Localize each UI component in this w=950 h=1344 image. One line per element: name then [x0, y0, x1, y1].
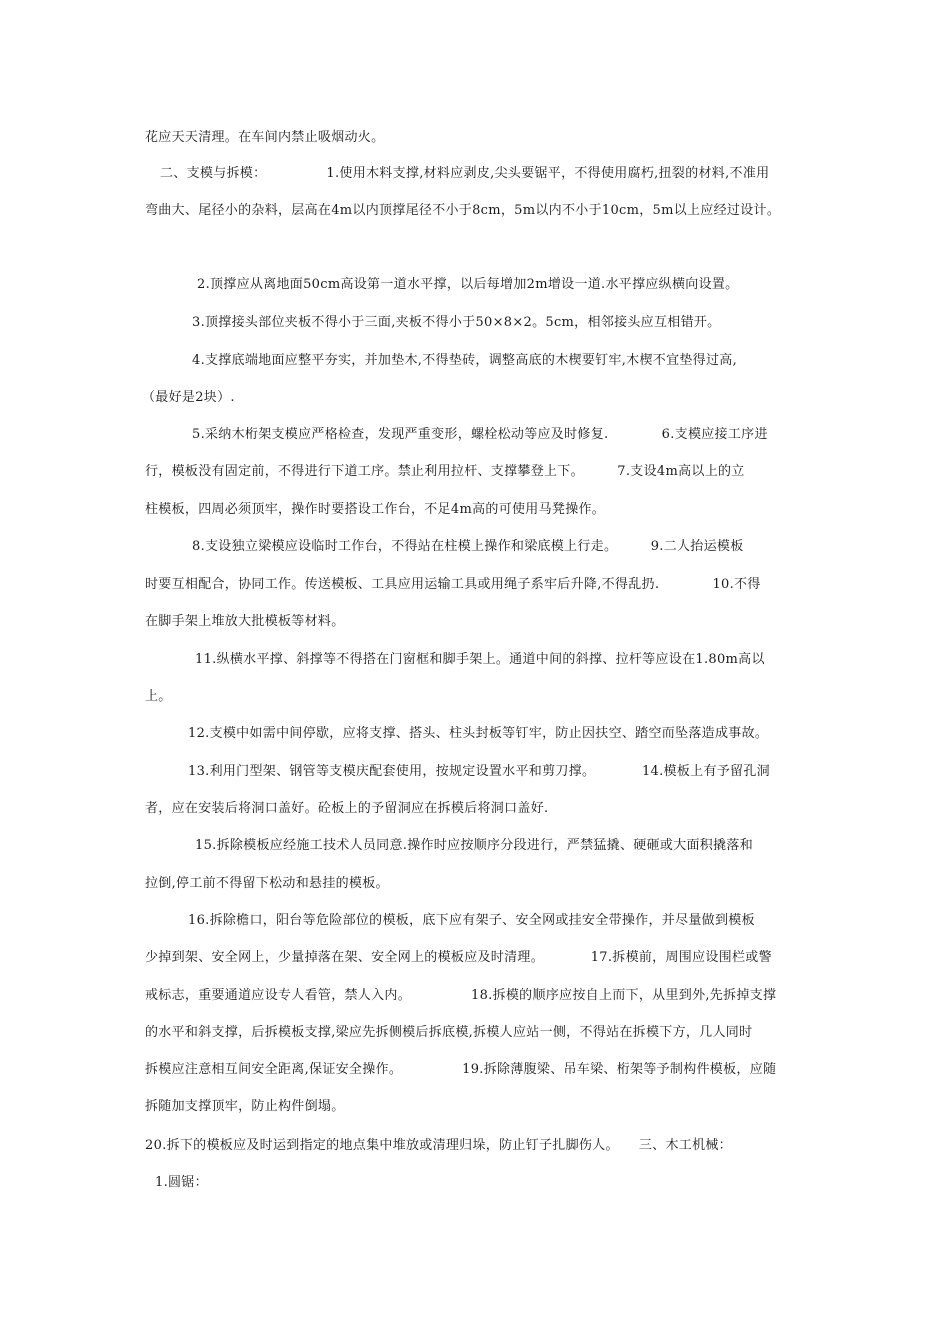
text-line	[145, 201, 780, 221]
line-text: 者，应在安装后将洞口盖好。砼板上的予留洞应在拆模后将洞口盖好.	[145, 801, 549, 816]
section-heading-line	[160, 164, 769, 184]
text-line	[145, 1023, 752, 1043]
line-text: 拆模应注意相互间安全距离,保证安全操作。 19.拆除薄腹梁、吊车梁、桁架等予制构件模板，应随	[145, 1062, 777, 1077]
line-text: 柱模板，四周必须顶牢，操作时要搭设工作台，不足4m高的可使用马凳操作。	[145, 502, 606, 517]
line-text: 在脚手架上堆放大批模板等材料。	[145, 614, 345, 629]
text-line	[197, 275, 738, 295]
text-line	[192, 425, 768, 445]
text-line	[188, 762, 770, 782]
line-text: 3.顶撑接头部位夹板不得小于三面,夹板不得小于50×8×2。5cm，相邻接头应互相错开。	[192, 315, 721, 330]
text-line	[145, 1097, 345, 1117]
line-text: 15.拆除模板应经施工技术人员同意.操作时应按顺序分段进行，严禁猛撬、硬砸或大面积撬落和	[195, 838, 754, 853]
line-text: 20.拆下的模板应及时运到指定的地点集中堆放或清理归垛，防止钉子扎脚伤人。 三、木工机械：	[145, 1138, 732, 1153]
line-text: 1.圆锯：	[155, 1175, 208, 1190]
subsection-heading	[155, 1173, 208, 1193]
text-line	[145, 799, 548, 819]
line-text: 二、支模与拆模： 1.使用木料支撑,材料应剥皮,尖头要锯平，不得使用腐朽,扭裂的材料,不准用	[160, 166, 770, 181]
line-text: 4.支撑底端地面应整平夯实，并加垫木,不得垫砖，调整高底的木楔要钉牢,木楔不宜垫得过高,	[192, 353, 738, 368]
text-line	[145, 986, 776, 1006]
line-text: 少掉到架、安全网上，少量掉落在架、安全网上的模板应及时清理。 17.拆模前，周围应设围栏或警	[145, 950, 772, 965]
line-text: 8.支设独立梁模应设临时工作台，不得站在柱模上操作和梁底模上行走。 9.二人抬运模板	[192, 539, 744, 554]
line-text: 上。	[145, 689, 172, 704]
line-text: 拉倒,停工前不得留下松动和悬挂的模板。	[145, 876, 389, 891]
line-text: 拆随加支撑顶牢，防止构件倒塌。	[145, 1099, 345, 1114]
text-line	[188, 724, 768, 744]
text-line	[192, 351, 737, 371]
text-line	[145, 462, 745, 482]
line-text: 行，模板没有固定前，不得进行下道工序。禁止利用拉杆、支撑攀登上下。 7.支设4m高以上的立	[145, 464, 745, 479]
text-line	[195, 836, 753, 856]
line-text: 时要互相配合，协同工作。传送模板、工具应用运输工具或用绳子系牢后升降,不得乱扔. 10.不得	[145, 577, 761, 592]
line-text: 11.纵横水平撑、斜撑等不得搭在门窗框和脚手架上。通道中间的斜撑、拉杆等应设在1.80m高以	[195, 652, 765, 667]
line-text: 弯曲大、尾径小的杂料，层高在4m以内顶撑尾径不小于8cm，5m以内不小于10cm，5m以上应经过设计。	[145, 203, 781, 218]
text-line	[145, 1060, 776, 1080]
text-line	[145, 948, 772, 968]
line-text: 花应天天清理。在车间内禁止吸烟动火。	[145, 130, 385, 145]
line-text: 的水平和斜支撑，后拆模板支撑,梁应先拆侧模后拆底模,拆模人应站一侧，不得站在拆模下方，几人同时	[145, 1025, 753, 1040]
line-text: （最好是2块）.	[142, 390, 235, 405]
text-line	[195, 650, 765, 670]
text-line	[145, 575, 761, 595]
line-text: 12.支模中如需中间停歇，应将支撑、搭头、柱头封板等钉牢，防止因扶空、踏空而坠落造成事故。	[188, 726, 769, 741]
text-line	[145, 128, 384, 148]
line-text: 5.采纳木桁架支模应严格检查，发现严重变形，螺栓松动等应及时修复. 6.支模应接工序进	[192, 427, 768, 442]
text-line	[142, 388, 235, 408]
text-line	[145, 687, 172, 707]
text-line	[188, 911, 755, 931]
text-line	[145, 500, 605, 520]
text-line	[192, 313, 720, 333]
line-text: 戒标志，重要通道应设专人看管，禁人入内。 18.拆模的顺序应按自上而下，从里到外,先拆掉支撑	[145, 988, 777, 1003]
line-text: 16.拆除檐口，阳台等危险部位的模板，底下应有架子、安全网或挂安全带操作，并尽量做到模板	[188, 913, 755, 928]
line-text: 2.顶撑应从离地面50cm高设第一道水平撑，以后每增加2m增设一道.水平撑应纵横向设置。	[197, 277, 739, 292]
text-line	[192, 537, 744, 557]
text-line	[145, 612, 345, 632]
line-text: 13.利用门型架、钢管等支模庆配套使用，按规定设置水平和剪刀撑。 14.模板上有予留孔洞	[188, 764, 770, 779]
section-heading-line	[145, 1136, 732, 1156]
text-line	[145, 874, 389, 894]
